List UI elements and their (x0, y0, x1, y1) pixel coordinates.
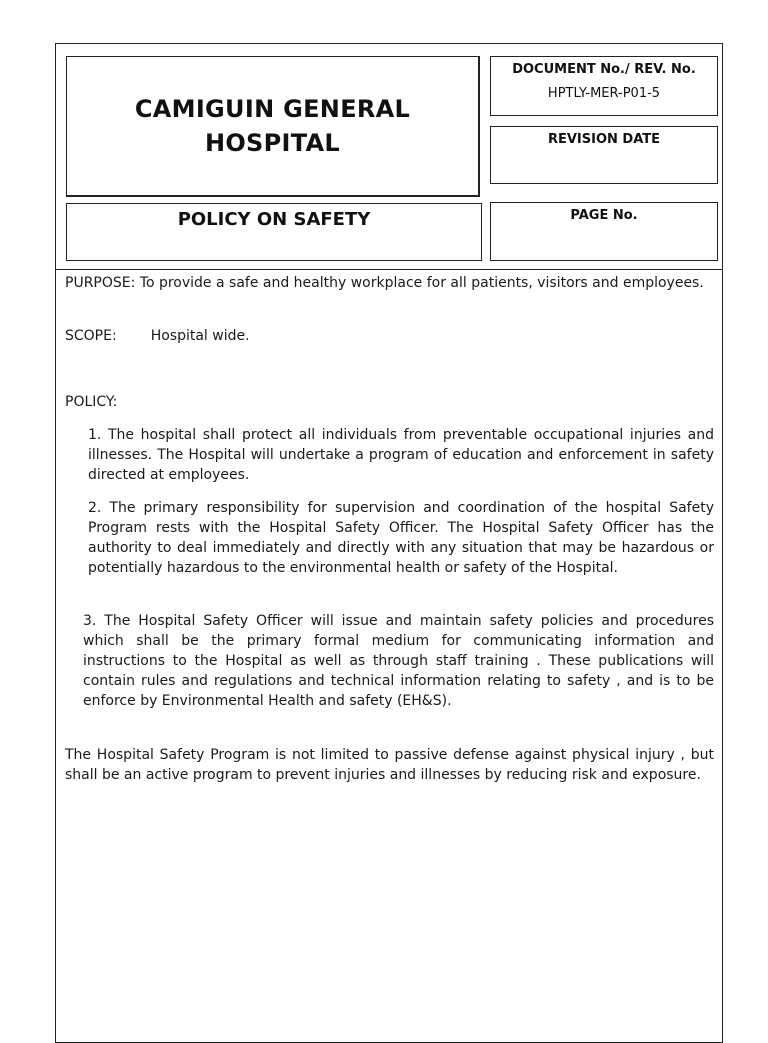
document-number-label: DOCUMENT No./ REV. No. (512, 62, 696, 77)
scope-text: Hospital wide. (150, 328, 250, 344)
policy-item-1: 1. The hospital shall protect all individuals from preventable occupational injuries and illnesses. The Hospital will undertake a program of education and enforcement in safety directed at employees. (88, 427, 714, 483)
purpose-paragraph: PURPOSE: To provide a safe and healthy workplace for all patients, visitors and employees. (65, 275, 704, 291)
revision-date-label: REVISION DATE (547, 132, 661, 147)
policy-title-box (66, 203, 482, 261)
scope-line (65, 326, 714, 346)
scope-label: SCOPE: (65, 328, 117, 344)
hospital-name: CAMIGUIN GENERAL HOSPITAL (134, 95, 411, 157)
hospital-name-box (66, 56, 480, 197)
policy-label: POLICY: (65, 394, 118, 410)
document-number-box (490, 56, 718, 116)
policy-title: POLICY ON SAFETY (177, 209, 371, 230)
policy-item-2: 2. The primary responsibility for supervision and coordination of the hospital Safety Program rests with the Hospital Safety Officer. The Hospital Safety Officer has the authority to deal immediately and directly with any situation that may be hazardous or potentially hazardous to the environmental health or safety of the Hospital. (88, 500, 714, 576)
page-number-label: PAGE No. (570, 208, 638, 223)
revision-date-box (490, 126, 718, 184)
policy-item-3: 3. The Hospital Safety Officer will issue and maintain safety policies and procedures which shall be the primary formal medium for communicating information and instructions to the Hospital as well as through staff training . These publications will contain rules and regulations and technical information relating to safety , and is to be enforce by Environmental Health and safety (EH&S). (83, 613, 714, 709)
page-number-box (490, 202, 718, 261)
closing-paragraph: The Hospital Safety Program is not limited to passive defense against physical injury , but shall be an active program to prevent injuries and illnesses by reducing risk and exposure. (65, 747, 714, 783)
document-number-value: HPTLY-MER-P01-5 (547, 86, 661, 101)
header-divider (55, 269, 723, 270)
